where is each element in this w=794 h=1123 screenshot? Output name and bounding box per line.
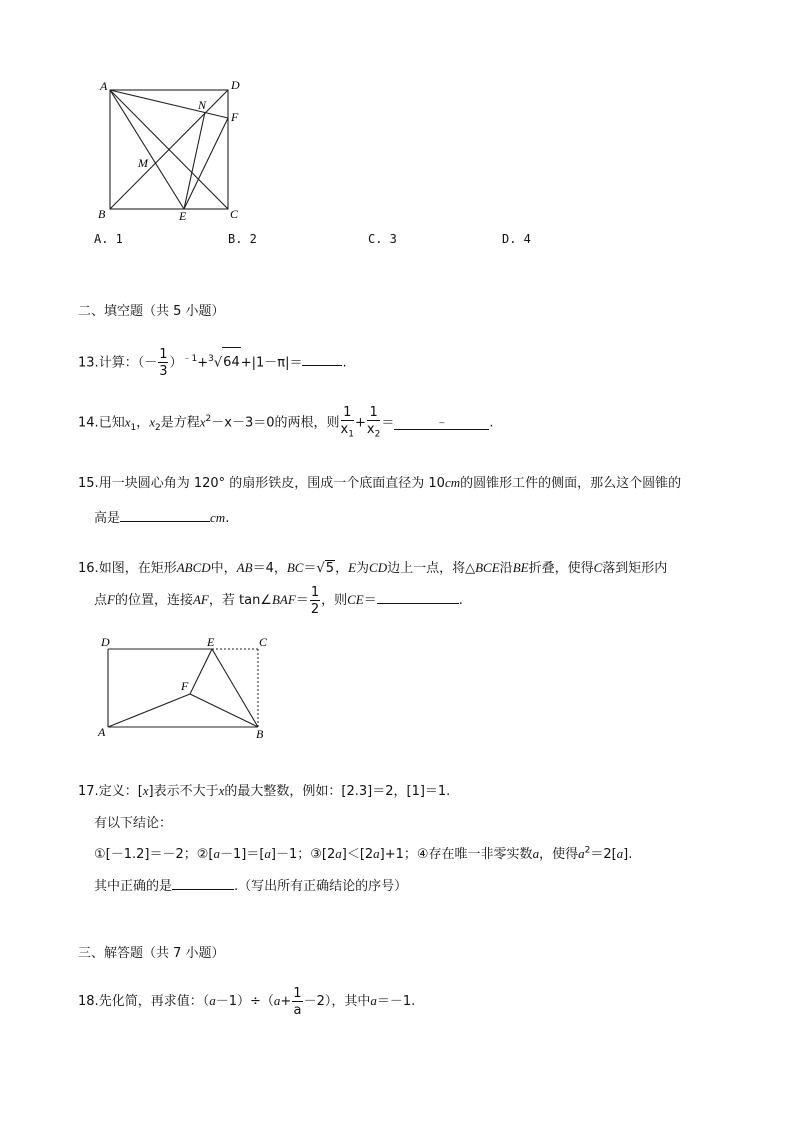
q14-text1: 已知	[98, 415, 125, 431]
question-17-line-3	[94, 843, 632, 862]
segment-af	[110, 90, 228, 118]
q17-l3g: ＝2[	[590, 847, 617, 862]
q16-p10: 落到矩形内	[602, 561, 668, 576]
label-m: M	[138, 156, 148, 170]
q14-fraction-1	[341, 406, 354, 440]
label-e: E	[207, 635, 215, 649]
q18-a2: a	[273, 993, 281, 1008]
q16-be: BE	[512, 560, 529, 575]
q16-p4: ＝	[303, 561, 317, 576]
q16-p7: 边上一点，将△	[387, 561, 476, 576]
q17-a7: a	[616, 846, 624, 861]
q13-after-frac: ）	[169, 355, 183, 371]
label-f: F	[181, 679, 189, 693]
q16-radical-sign: √	[316, 561, 325, 576]
question-17-line-4	[94, 875, 407, 894]
option-a[interactable]: A. 1	[94, 232, 123, 246]
q18-p3: +	[280, 994, 292, 1009]
q15-unit2: cm	[210, 510, 226, 525]
question-13	[78, 344, 347, 378]
label-f: F	[231, 110, 239, 124]
q16-p1: 如图，在矩形	[98, 561, 177, 576]
q16-l2e: ，则	[321, 593, 348, 608]
q17-a1: a	[213, 846, 220, 861]
q16-ab: AB	[236, 560, 253, 575]
q13-radicand: 64	[222, 347, 241, 378]
q17-l3f: ，使得	[539, 847, 579, 862]
q17-a5: a	[532, 846, 540, 861]
q15-end: .	[225, 511, 230, 526]
q16-end: .	[458, 593, 463, 608]
q13-end: .	[342, 355, 347, 371]
section-heading-fill-in: 二、填空题（共 5 小题）	[78, 304, 225, 319]
q14-frac2-den: x	[366, 422, 375, 438]
q16-p5: ，	[335, 561, 349, 576]
label-a: A	[98, 725, 106, 739]
q18-fraction	[292, 987, 302, 1017]
q18-a3: a	[370, 993, 377, 1008]
q14-x1-sub: 1	[130, 422, 137, 433]
q16-cd: CD	[369, 560, 388, 575]
q16-p3: ＝4，	[252, 561, 287, 576]
option-b[interactable]: B. 2	[228, 232, 257, 246]
q16-l2c: ，若 tan∠	[208, 593, 272, 608]
q16-bce: BCE	[475, 560, 500, 575]
q13-radical-sign: √	[213, 355, 223, 371]
q17-a3: a	[335, 846, 342, 861]
label-d: D	[101, 635, 110, 649]
question-17-line-1	[78, 780, 450, 799]
q18-frac-den: a	[293, 1002, 302, 1018]
q18-p4: －2），其中	[303, 994, 371, 1009]
segment-ef	[184, 118, 228, 209]
q13-frac-den: 3	[159, 363, 168, 379]
q13-frac-num: 1	[159, 346, 168, 362]
q16-l2f: ＝	[363, 593, 377, 608]
q13-abs-part: +|1－π|＝	[240, 355, 303, 371]
question-15-line-2	[94, 507, 229, 526]
q16-p9: 折叠，使得	[528, 561, 594, 576]
q16-abcd: ABCD	[176, 560, 211, 575]
q16-l2a: 点	[94, 593, 108, 608]
q16-l2d: ＝	[295, 593, 309, 608]
q16-p8: 沿	[499, 561, 513, 576]
q13-exponent: ﹣1	[182, 354, 198, 364]
q13-answer-blank[interactable]	[302, 353, 342, 366]
q14-number: 14.	[78, 415, 99, 431]
q14-end: .	[489, 415, 494, 431]
q17-a2: a	[264, 846, 271, 861]
q15-line1-end: 的圆锥形工件的侧面，那么这个圆锥的	[460, 476, 682, 491]
q17-l3b: －1]＝[	[219, 847, 265, 862]
q18-p5: ＝－1.	[376, 994, 416, 1009]
q16-f: F	[107, 592, 115, 607]
q16-e: E	[348, 560, 357, 575]
q16-bc: BC	[286, 560, 304, 575]
q13-cube-index: 3	[208, 354, 214, 364]
segment-af	[108, 694, 190, 727]
q14-eq-exp: 2	[205, 414, 212, 424]
q18-a1: a	[209, 993, 216, 1008]
q16-number: 16.	[78, 561, 99, 576]
q16-p6: 为	[356, 561, 370, 576]
segment-en	[184, 112, 205, 209]
q13-prefix: 计算：（－	[98, 355, 158, 371]
option-d[interactable]: D. 4	[502, 232, 531, 246]
q17-l1b: ]表示不大于	[148, 784, 219, 799]
q15-line1: 用一块圆心角为 120° 的扇形铁皮，围成一个底面直径为 10	[98, 476, 445, 491]
q17-x: x	[142, 783, 149, 798]
question-17-line-2: 有以下结论：	[94, 816, 173, 831]
question-14	[78, 404, 493, 443]
q16-p2: 中，	[210, 561, 237, 576]
q17-l3h: ].	[623, 847, 633, 862]
q17-a6: a	[578, 846, 585, 861]
question-18	[78, 986, 415, 1017]
q14-answer-hint: ﹣	[435, 415, 449, 431]
q13-plus: +	[197, 355, 209, 371]
q16-frac-num: 1	[310, 584, 320, 600]
q17-l3a: ①[－1.2]＝－2；②[	[94, 847, 214, 862]
question-16-line-2	[94, 585, 463, 616]
q14-comma: ，	[136, 415, 150, 431]
label-b: B	[98, 207, 106, 221]
q16-fraction	[310, 586, 320, 616]
q15-number: 15.	[78, 476, 99, 491]
section-heading-solutions: 三、解答题（共 7 小题）	[78, 946, 225, 961]
q14-answer-blank[interactable]	[394, 417, 489, 430]
question-16-line-1	[78, 557, 667, 576]
q15-unit1: cm	[444, 475, 461, 490]
q17-l4a: 其中正确的是	[94, 879, 173, 894]
q15-answer-blank[interactable]	[120, 509, 210, 522]
q14-text2: 是方程	[160, 415, 200, 431]
q15-line2: 高是	[94, 511, 121, 526]
q14-eq-x: x	[199, 414, 206, 430]
q17-l3e: ]+1；④存在唯一非零实数	[379, 847, 533, 862]
q14-x2-sub: 2	[155, 422, 161, 433]
q14-frac1-den: x	[340, 422, 349, 438]
q14-equals: ＝	[381, 415, 395, 431]
q14-frac1-den-sub: 1	[348, 429, 354, 440]
q18-p2: －1）÷（	[215, 994, 274, 1009]
q14-x2: x	[149, 414, 156, 430]
q13-fraction	[158, 348, 168, 378]
q18-p1: 先化简，再求值：（	[98, 994, 210, 1009]
q14-frac1-num: 1	[341, 406, 354, 421]
label-n: N	[198, 98, 207, 112]
figure-rectangle-fold	[95, 632, 275, 742]
q17-a4: a	[373, 846, 380, 861]
q18-frac-num: 1	[293, 985, 302, 1001]
q17-sq: 2	[584, 845, 591, 856]
q14-frac2-num: 1	[367, 406, 380, 421]
q14-eq-rest: －x－3＝0	[211, 415, 275, 431]
q14-text3: 的两根，则	[274, 415, 340, 431]
label-c: C	[230, 207, 239, 221]
q14-frac2-den-sub: 2	[374, 429, 381, 440]
q14-x1: x	[124, 414, 131, 430]
q16-baf: BAF	[271, 592, 296, 607]
label-e: E	[179, 209, 187, 223]
q17-l4b: .（写出所有正确结论的序号）	[234, 879, 408, 894]
figure-square-abcd	[95, 78, 250, 228]
q17-x2: x	[218, 783, 225, 798]
q16-ce: CE	[347, 592, 364, 607]
label-a: A	[100, 79, 108, 93]
q17-answer-blank[interactable]	[172, 877, 234, 890]
q17-l1c: 的最大整数，例如：[2.3]＝2，[1]＝1.	[224, 784, 451, 799]
q17-number: 17.	[78, 784, 99, 799]
q16-answer-blank[interactable]	[377, 591, 459, 604]
q17-l1a: 定义：[	[98, 784, 143, 799]
q14-plus: +	[354, 415, 366, 431]
q16-af: AF	[192, 592, 209, 607]
q13-number: 13.	[78, 355, 99, 371]
q16-frac-den: 2	[310, 601, 320, 617]
label-d: D	[231, 78, 240, 92]
q16-sqrt-value: 5	[325, 561, 335, 576]
q17-l3c: ]－1；③[2	[270, 847, 336, 862]
q17-l3d: ]＜[2	[341, 847, 374, 862]
q16-c: C	[593, 560, 603, 575]
option-c[interactable]: C. 3	[368, 232, 397, 246]
q18-number: 18.	[78, 994, 99, 1009]
segment-ae	[110, 90, 184, 209]
label-b: B	[256, 727, 264, 741]
q16-l2b: 的位置，连接	[114, 593, 193, 608]
question-15-line-1	[78, 472, 681, 491]
segment-ef	[190, 649, 212, 694]
q14-fraction-2	[367, 406, 380, 440]
label-c: C	[259, 635, 268, 649]
